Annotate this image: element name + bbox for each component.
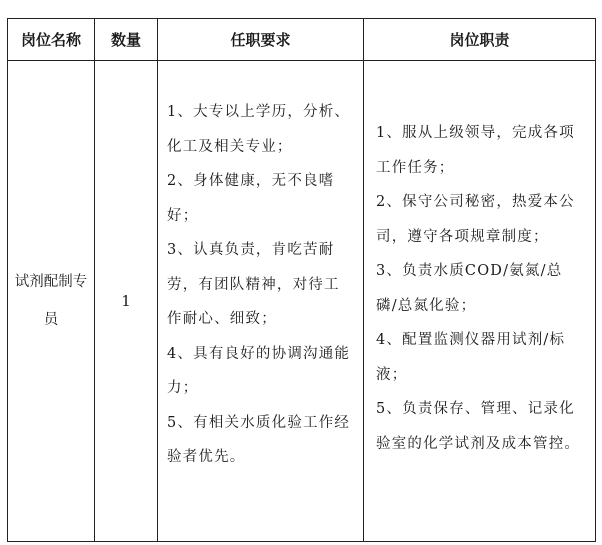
job-posting-table	[7, 18, 596, 542]
header-requirements: 任职要求	[158, 19, 364, 61]
table-row	[8, 61, 596, 542]
duties-cell	[364, 61, 596, 542]
position-name-cell: 试剂配制专员	[8, 61, 95, 542]
header-position: 岗位名称	[8, 19, 95, 61]
header-count: 数量	[95, 19, 158, 61]
duty-item: 4、配置监测仪器用试剂/标液；	[376, 332, 566, 383]
requirement-item: 3、认真负责，肯吃苦耐劳，有团队精神，对待工作耐心、细致；	[167, 242, 340, 327]
duty-item: 1、服从上级领导，完成各项工作任务；	[376, 125, 575, 176]
duty-item: 3、负责水质COD/氨氮/总磷/总氮化验；	[376, 263, 563, 314]
requirement-item: 2、身体健康，无不良嗜好；	[167, 173, 335, 224]
duty-item: 5、负责保存、管理、记录化验室的化学试剂及成本管控。	[376, 401, 581, 452]
requirement-item: 5、有相关水质化验工作经验者优先。	[167, 414, 351, 465]
header-row	[8, 19, 596, 61]
requirement-item: 4、具有良好的协调沟通能力；	[167, 345, 351, 396]
requirements-cell	[158, 61, 364, 542]
requirement-item: 1、大专以上学历，分析、化工及相关专业；	[167, 104, 351, 155]
duty-item: 2、保守公司秘密，热爱本公司，遵守各项规章制度；	[376, 194, 575, 245]
header-duties: 岗位职责	[364, 19, 596, 61]
headcount-cell: 1	[95, 61, 158, 542]
